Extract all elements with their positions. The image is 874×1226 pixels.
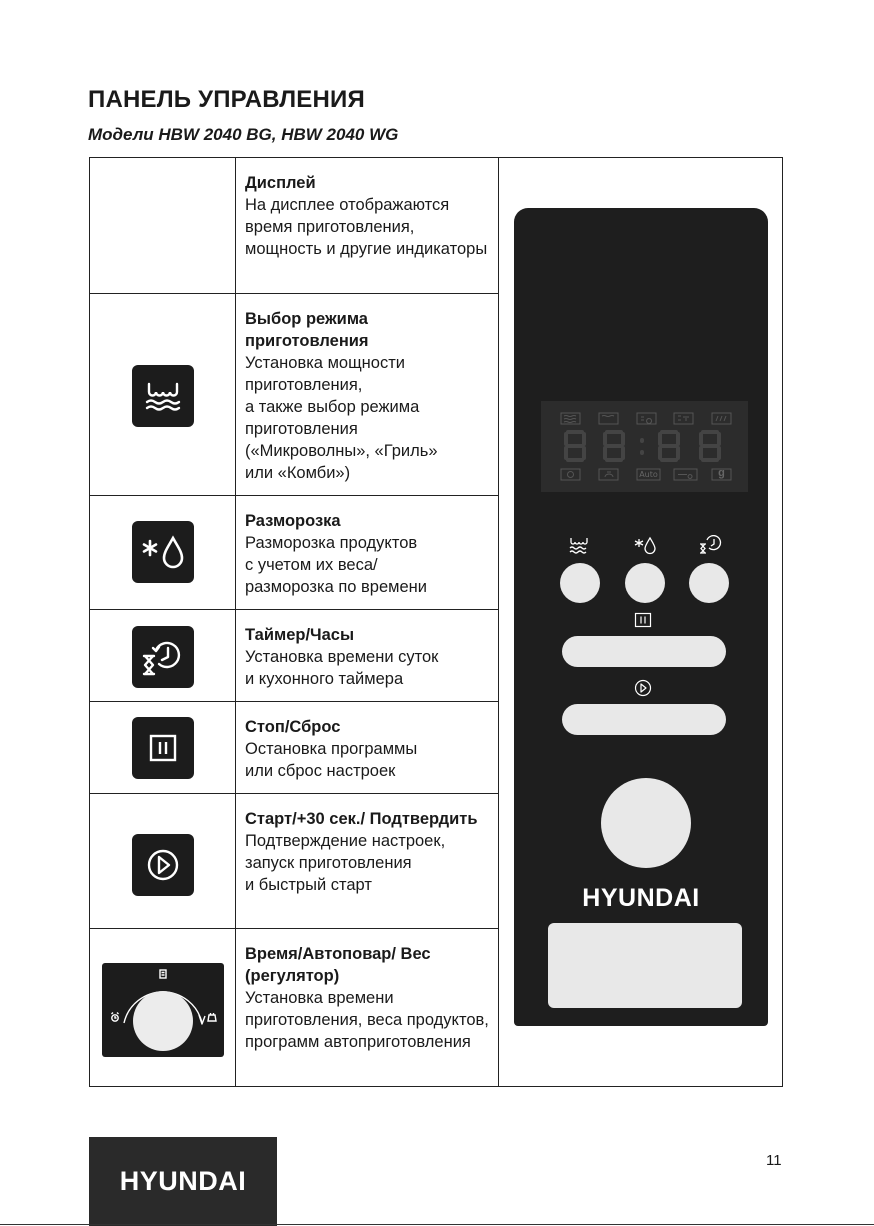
page-title: ПАНЕЛЬ УПРАВЛЕНИЯ xyxy=(88,86,365,113)
footer-brand-logo: HYUNDAI xyxy=(89,1137,277,1226)
icon-cell xyxy=(90,158,235,293)
row-description: Установка времени суток и кухонного таймера xyxy=(245,648,439,688)
row-description: Разморозка продуктов с учетом их веса/ разморозка по времени xyxy=(245,534,427,596)
table-row-display xyxy=(90,158,499,294)
page-number: 11 xyxy=(766,1152,782,1169)
row-heading: Выбор режима приготовления xyxy=(245,310,369,350)
table-row-mode xyxy=(90,294,499,496)
table-row-start xyxy=(90,794,499,929)
start-icon xyxy=(634,679,652,697)
timer-button[interactable] xyxy=(689,563,729,603)
row-heading: Время/Автоповар/ Вес (регулятор) xyxy=(245,945,431,985)
row-heading: Таймер/Часы xyxy=(245,626,355,644)
defrost-button[interactable] xyxy=(625,563,665,603)
icon-cell xyxy=(90,496,235,609)
icon-cell xyxy=(90,929,235,1086)
icon-cell xyxy=(90,610,235,701)
display-top-indicators xyxy=(561,413,731,424)
icon-cell xyxy=(90,294,235,495)
row-description: Установка времени приготовления, веса продуктов, программ автоприготовления xyxy=(245,989,489,1051)
dial-knob-icon xyxy=(102,963,224,1057)
microwave-mode-icon xyxy=(132,365,194,427)
table-row-stop xyxy=(90,702,499,794)
row-heading: Стоп/Сброс xyxy=(245,718,341,736)
dial-knob[interactable] xyxy=(601,778,691,868)
timer-clock-icon xyxy=(695,535,725,555)
row-description: Остановка программы или сброс настроек xyxy=(245,740,418,780)
door-release-button[interactable] xyxy=(548,923,742,1008)
mode-button[interactable] xyxy=(560,563,600,603)
row-text xyxy=(245,808,495,896)
bottom-rule xyxy=(0,1224,874,1225)
timer-clock-icon xyxy=(132,626,194,688)
row-heading: Разморозка xyxy=(245,512,341,530)
defrost-icon xyxy=(630,535,660,555)
start-button[interactable] xyxy=(562,704,726,735)
row-heading: Старт/+30 сек./ Подтвердить xyxy=(245,810,478,828)
stop-icon xyxy=(132,717,194,779)
row-text xyxy=(245,172,495,260)
table-row-defrost xyxy=(90,496,499,610)
icon-cell xyxy=(90,794,235,928)
row-description: На дисплее отображаются время приготовления, мощность и другие индикаторы xyxy=(245,196,488,258)
auto-indicator-label: Auto xyxy=(639,470,658,479)
display-digits xyxy=(566,432,719,460)
row-description: Установка мощности приготовления, а также выбор режима приготовления («Микроволны», «Гриль» или «Комби») xyxy=(245,354,438,482)
start-icon xyxy=(132,834,194,896)
table-row-dial xyxy=(90,929,499,1086)
row-text xyxy=(245,624,495,690)
row-text xyxy=(245,716,495,782)
row-heading: Дисплей xyxy=(245,174,316,192)
stop-icon xyxy=(634,612,652,628)
table-row-timer xyxy=(90,610,499,702)
microwave-mode-icon xyxy=(564,535,594,555)
led-display xyxy=(541,401,748,492)
row-text xyxy=(245,308,495,484)
gram-indicator-icon: g xyxy=(718,467,725,479)
panel-brand-logo: HYUNDAI xyxy=(582,884,700,912)
row-text xyxy=(245,510,495,598)
icon-cell xyxy=(90,702,235,793)
row-text xyxy=(245,943,495,1053)
control-panel-illustration xyxy=(514,208,768,1026)
stop-button[interactable] xyxy=(562,636,726,667)
row-description: Подтверждение настроек, запуск приготовления и быстрый старт xyxy=(245,832,446,894)
defrost-icon xyxy=(132,521,194,583)
model-subtitle: Модели HBW 2040 BG, HBW 2040 WG xyxy=(88,125,399,144)
